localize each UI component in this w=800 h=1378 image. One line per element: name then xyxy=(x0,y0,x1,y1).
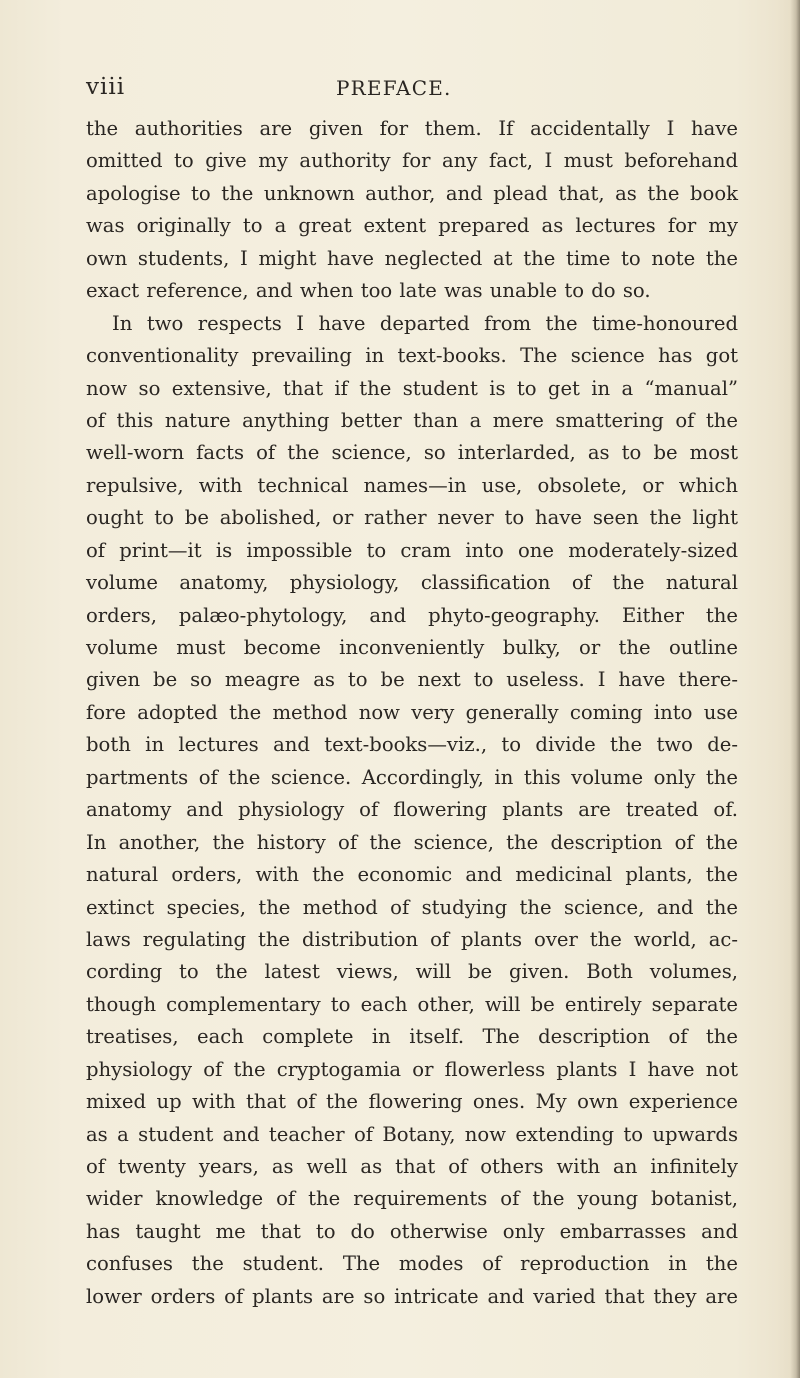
text-line: of twenty years, as well as that of others with an infinitely xyxy=(86,1155,738,1178)
text-line: volume anatomy, physiology, classification of the natural xyxy=(86,571,738,595)
text-line: lower orders of plants are so intricate and varied that they are xyxy=(86,1284,738,1308)
text-line: though complementary to each other, will be entirely separate xyxy=(86,992,738,1016)
text-line: mixed up with that of the flowering ones. My own experience xyxy=(86,1090,738,1114)
text-line: repulsive, with technical names—in use, obsolete, or which xyxy=(86,473,738,497)
text-line: anatomy and physiology of flowering plants are treated of. xyxy=(86,798,738,822)
text-line: treatises, each complete in itself. The description of the xyxy=(86,1025,738,1049)
running-head xyxy=(86,74,726,114)
text-line: volume must become inconveniently bulky, or the outline xyxy=(86,636,738,659)
text-line: own students, I might have neglected at the time to note the xyxy=(86,246,738,270)
text-line: now so extensive, that if the student is to get in a “manual” xyxy=(86,376,738,400)
running-title: PREFACE. xyxy=(336,76,452,100)
text-line: well-worn facts of the science, so interlarded, as to be most xyxy=(86,441,738,465)
text-line: laws regulating the distribution of plants over the world, ac- xyxy=(86,927,738,951)
text-line: apologise to the unknown author, and plead that, as the book xyxy=(86,181,738,205)
text-line: confuses the student. The modes of reproduction in the xyxy=(86,1252,738,1276)
text-line: omitted to give my authority for any fact, I must beforehand xyxy=(86,149,738,173)
text-line: wider knowledge of the requirements of the young botanist, xyxy=(86,1187,738,1211)
text-line: In another, the history of the science, the description of the xyxy=(86,830,738,854)
text-line: was originally to a great extent prepared as lectures for my xyxy=(86,214,738,238)
text-line: fore adopted the method now very generally coming into use xyxy=(86,700,738,724)
text-line: natural orders, with the economic and medicinal plants, the xyxy=(86,863,738,887)
text-line: ought to be abolished, or rather never to have seen the light xyxy=(86,506,738,530)
text-line: the authorities are given for them. If accidentally I have xyxy=(86,117,738,140)
preface-body-text xyxy=(86,113,738,1313)
text-line: In two respects I have departed from the time-honoured xyxy=(112,311,738,335)
text-line: both in lectures and text-books—viz., to divide the two de- xyxy=(86,733,738,757)
text-line: extinct species, the method of studying the science, and the xyxy=(86,895,738,919)
text-line: cording to the latest views, will be given. Both volumes, xyxy=(86,960,738,984)
page-edge-shadow xyxy=(790,0,800,1378)
page-number: viii xyxy=(86,74,126,100)
text-line: orders, palæo-phytology, and phyto-geography. Either the xyxy=(86,603,738,627)
text-line: conventionality prevailing in text-books. The science has got xyxy=(86,344,738,368)
text-line: has taught me that to do otherwise only embarrasses and xyxy=(86,1219,738,1243)
text-line: physiology of the cryptogamia or flowerless plants I have not xyxy=(86,1057,738,1081)
text-line: partments of the science. Accordingly, in this volume only the xyxy=(86,765,738,789)
text-line: of print—it is impossible to cram into one moderately-sized xyxy=(86,538,738,562)
text-line: of this nature anything better than a mere smattering of the xyxy=(86,408,738,432)
text-line: as a student and teacher of Botany, now extending to upwards xyxy=(86,1122,738,1146)
text-line: given be so meagre as to be next to useless. I have there- xyxy=(86,668,738,692)
text-line: exact reference, and when too late was unable to do so. xyxy=(86,279,651,303)
